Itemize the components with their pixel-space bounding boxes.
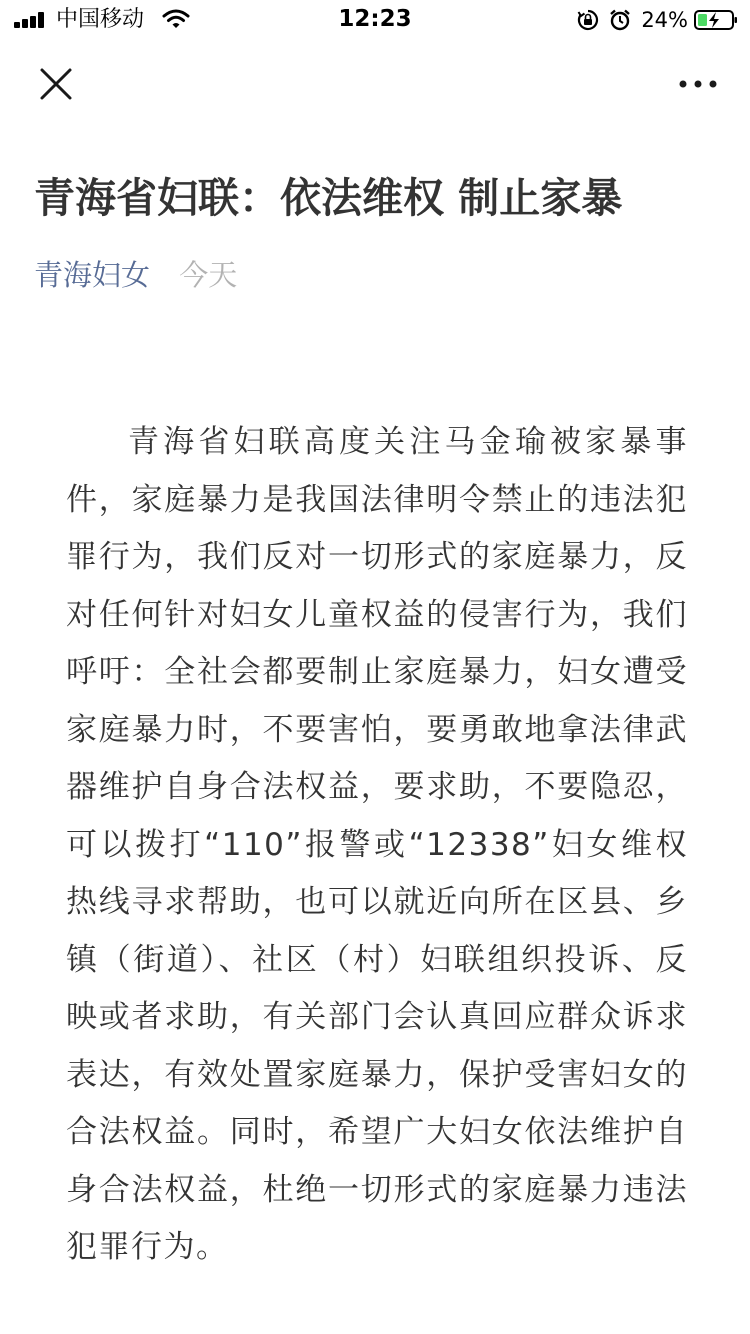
article-body: 青海省妇联高度关注马金瑜被家暴事件，家庭暴力是我国法律明令禁止的违法犯罪行为，我们反对一切形式的家庭暴力，反对任何针对妇女儿童权益的侵害行为，我们呼吁：全社会都要制止家庭暴力，妇女遭受家庭暴力时，不要害怕，要勇敢地拿法律武器维护自身合法权益，要求助，不要隐忍，可以拨打“110”报警或“12338”妇女维权热线寻求帮助，也可以就近向所在区县、乡镇（街道）、社区（村）妇联组织投诉、反映或者求助，有关部门会认真回应群众诉求表达，有效处置家庭暴力，保护受害妇女的合法权益。同时，希望广大妇女依法维护自身合法权益，杜绝一切形式的家庭暴力违法犯罪行为。 (66, 424, 688, 1265)
status-time: 12:23 (338, 6, 412, 32)
article-title: 青海省妇联：依法维权 制止家暴 (34, 174, 623, 222)
nav-bar (0, 40, 750, 128)
close-icon[interactable] (34, 62, 78, 106)
more-icon[interactable] (676, 62, 720, 106)
publish-date: 今天 (179, 258, 238, 292)
status-right-group (577, 6, 738, 34)
alarm-icon (609, 9, 631, 31)
status-bar (0, 0, 750, 40)
carrier-name: 中国移动 (56, 7, 145, 32)
orientation-lock-icon (577, 9, 599, 31)
battery-charging-icon (694, 9, 738, 31)
article-meta (34, 255, 237, 295)
battery-percent: 24% (641, 8, 688, 32)
author-link[interactable]: 青海妇女 (34, 258, 151, 292)
